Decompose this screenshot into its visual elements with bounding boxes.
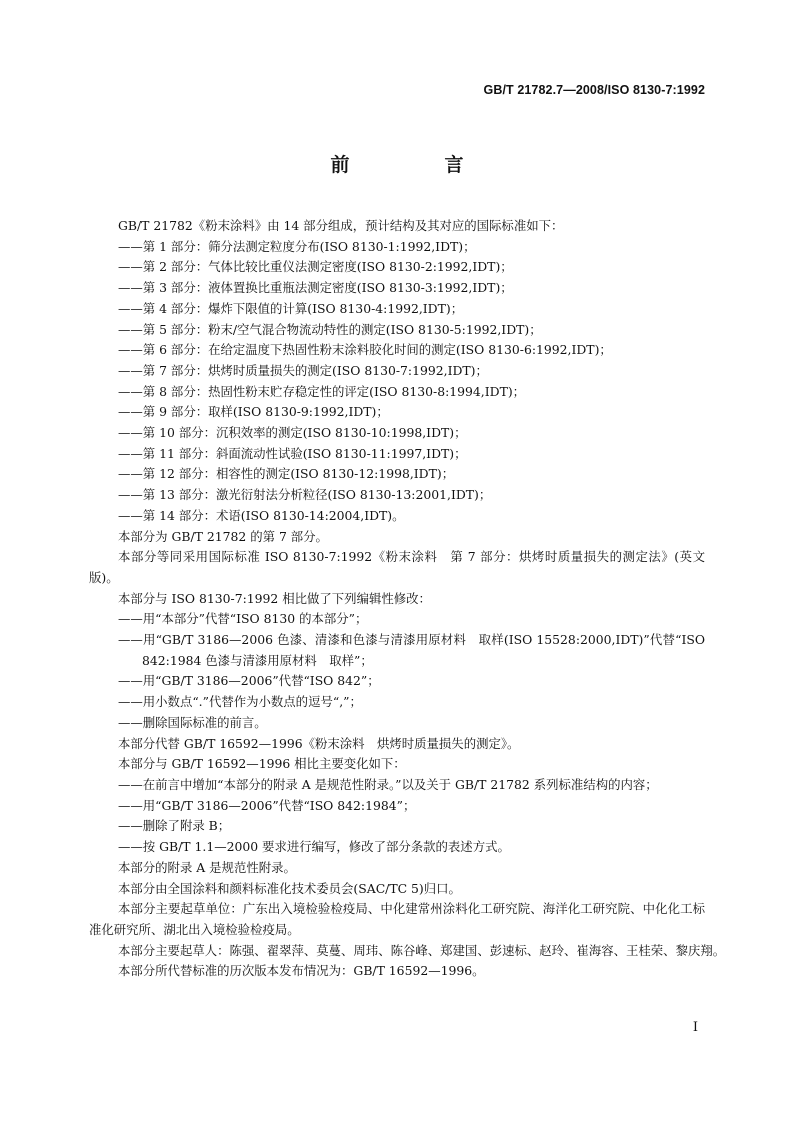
list-item: ——用“GB/T 3186—2006 色漆、清漆和色漆与清漆用原材料 取样(ISO 15528:2000,IDT)”代替“ISO 842:1984 色漆与清漆用原材料 取样”；	[118, 632, 705, 668]
list-item: ——第 10 部分：沉积效率的测定(ISO 8130-10:1998,IDT)；	[118, 425, 467, 441]
page-title: 前 言	[330, 154, 502, 176]
parts-list	[89, 237, 705, 527]
paragraph: 本部分与 ISO 8130-7:1992 相比做了下列编辑性修改：	[118, 590, 431, 606]
list-item: ——第 12 部分：相容性的测定(ISO 8130-12:1998,IDT)；	[118, 466, 455, 482]
paragraph: 本部分由全国涂料和颜料标准化技术委员会(SAC/TC 5)归口。	[118, 880, 461, 896]
editorial-changes-list	[89, 609, 705, 733]
standard-code: GB/T 21782.7—2008/ISO 8130-7:1992	[483, 83, 705, 97]
paragraph: 本部分为 GB/T 21782 的第 7 部分。	[118, 528, 328, 544]
list-item: ——第 11 部分：斜面流动性试验(ISO 8130-11:1997,IDT)；	[118, 445, 467, 461]
list-item: ——用小数点“.”代替作为小数点的逗号“,”；	[118, 694, 362, 710]
list-item: ——第 9 部分：取样(ISO 8130-9:1992,IDT)；	[118, 404, 389, 420]
list-item: ——第 4 部分：爆炸下限值的计算(ISO 8130-4:1992,IDT)；	[118, 300, 464, 316]
paragraph: 本部分的附录 A 是规范性附录。	[118, 859, 296, 875]
list-item: ——第 6 部分：在给定温度下热固性粉末涂料胶化时间的测定(ISO 8130-6:1992,IDT)；	[118, 342, 612, 358]
list-item: ——第 13 部分：激光衍射法分析粒径(ISO 8130-13:2001,IDT)；	[118, 487, 492, 503]
list-item: ——在前言中增加“本部分的附录 A 是规范性附录。”以及关于 GB/T 21782 系列标准结构的内容；	[118, 776, 658, 792]
paragraph: 本部分等同采用国际标准 ISO 8130-7:1992《粉末涂料 第 7 部分：烘烤时质量损失的测定法》(英文版)。	[89, 549, 705, 585]
list-item: ——第 8 部分：热固性粉末贮存稳定性的评定(ISO 8130-8:1994,IDT)；	[118, 383, 526, 399]
list-item: ——第 5 部分：粉末/空气混合物流动特性的测定(ISO 8130-5:1992,IDT)；	[118, 321, 542, 337]
list-item: ——用“GB/T 3186—2006”代替“ISO 842:1984”；	[118, 797, 416, 813]
list-item: ——删除了附录 B；	[118, 818, 231, 834]
list-item: ——第 2 部分：气体比较比重仪法测定密度(ISO 8130-2:1992,IDT)；	[118, 259, 513, 275]
paragraph: 本部分与 GB/T 16592—1996 相比主要变化如下：	[118, 756, 406, 772]
list-item: ——第 3 部分：液体置换比重瓶法测定密度(ISO 8130-3:1992,IDT)；	[118, 280, 513, 296]
list-item: ——第 7 部分：烘烤时质量损失的测定(ISO 8130-7:1992,IDT)；	[118, 362, 488, 378]
document-body	[89, 216, 726, 982]
paragraph: GB/T 21782《粉末涂料》由 14 部分组成，预计结构及其对应的国际标准如下：	[118, 218, 564, 233]
list-item: ——第 1 部分：筛分法测定粒度分布(ISO 8130-1:1992,IDT)；	[118, 238, 476, 254]
main-changes-list	[89, 775, 705, 858]
paragraph: 本部分主要起草人：陈强、翟翠萍、莫蔓、周玮、陈谷峰、郑建国、彭速标、赵玲、崔海容、王桂荣、黎庆翔。	[118, 942, 726, 958]
paragraph: 本部分代替 GB/T 16592—1996《粉末涂料 烘烤时质量损失的测定》。	[118, 735, 520, 751]
list-item: ——删除国际标准的前言。	[118, 714, 267, 730]
list-item: ——按 GB/T 1.1—2000 要求进行编写，修改了部分条款的表述方式。	[118, 839, 510, 855]
paragraph: 本部分主要起草单位：广东出入境检验检疫局、中化建常州涂料化工研究院、海洋化工研究院、中化化工标准化研究所、湖北出入境检验检疫局。	[89, 901, 705, 937]
list-item: ——第 14 部分：术语(ISO 8130-14:2004,IDT)。	[118, 507, 405, 523]
page-number: I	[692, 1020, 698, 1035]
list-item: ——用“GB/T 3186—2006”代替“ISO 842”；	[118, 673, 380, 689]
list-item: ——用“本部分”代替“ISO 8130 的本部分”；	[118, 611, 368, 627]
paragraph: 本部分所代替标准的历次版本发布情况为：GB/T 16592—1996。	[118, 963, 485, 979]
